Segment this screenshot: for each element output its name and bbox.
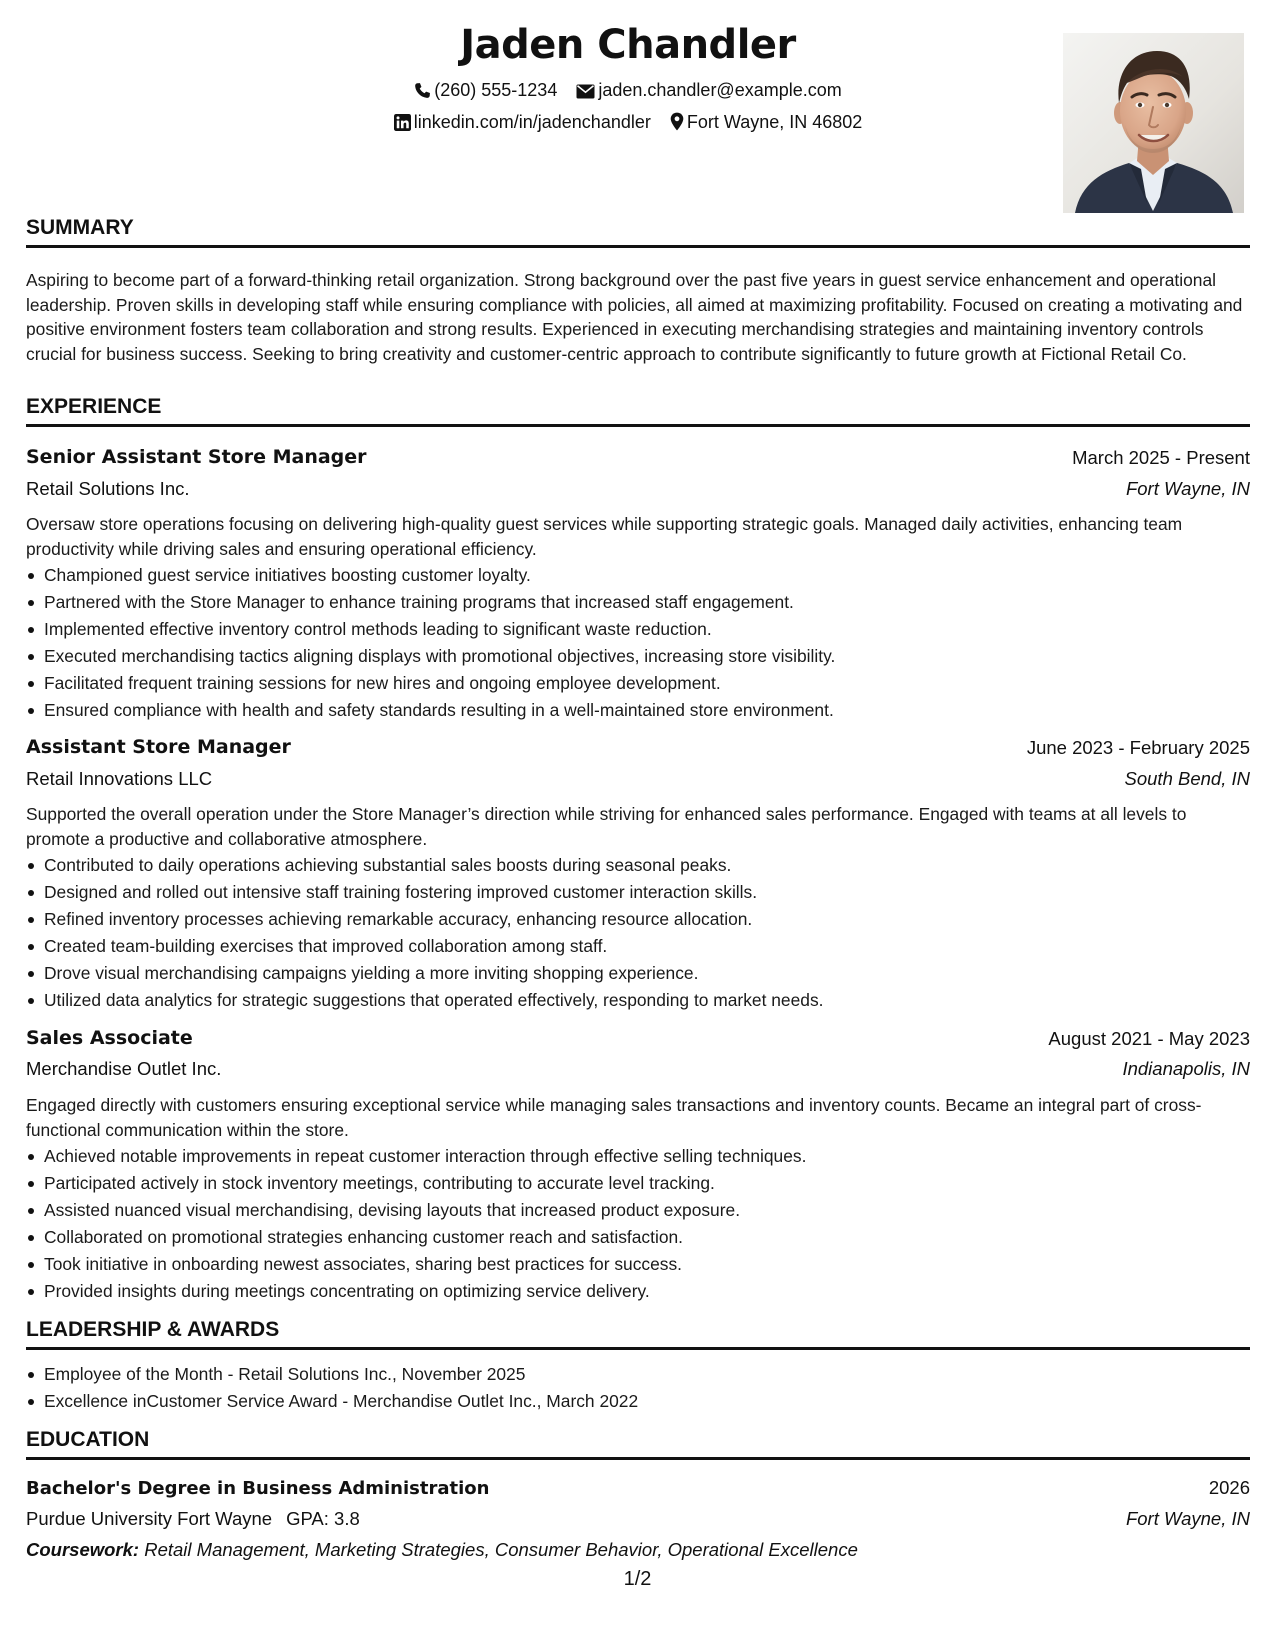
job-location: Indianapolis, IN <box>1122 1058 1250 1079</box>
award-item: Excellence inCustomer Service Award - Merchandise Outlet Inc., March 2022 <box>26 1388 1252 1415</box>
bullet-item: Created team-building exercises that improved collaboration among staff. <box>26 933 1252 960</box>
job-location: South Bend, IN <box>1124 768 1250 789</box>
bullet-item: Utilized data analytics for strategic suggestions that operated effectively, responding to market needs. <box>26 987 1252 1014</box>
map-pin-icon <box>670 112 684 136</box>
job-company: Retail Innovations LLC <box>26 768 213 789</box>
summary-heading: SUMMARY <box>26 216 1250 248</box>
email-text[interactable]: jaden.chandler@example.com <box>598 80 842 100</box>
job-company: Retail Solutions Inc. <box>26 478 190 499</box>
school-line <box>26 1508 360 1530</box>
bullet-item: Executed merchandising tactics aligning displays with promotional objectives, increasing store visibility. <box>26 643 1252 670</box>
award-item: Employee of the Month - Retail Solutions Inc., November 2025 <box>26 1361 1252 1388</box>
graduation-year: 2026 <box>1208 1477 1250 1498</box>
bullet-item: Ensured compliance with health and safety standards resulting in a well-maintained store environment. <box>26 697 1252 724</box>
job-bullets <box>26 1143 1252 1305</box>
location-text: Fort Wayne, IN 46802 <box>686 112 863 132</box>
location-contact <box>670 112 862 136</box>
summary-text: Aspiring to become part of a forward-thinking retail organization. Strong background over the past five years in guest service enhancement and operational leadership. Proven skills in developing staff while ensuring compliance with policies, all aimed at maximizing profitability. Focused on creating a motivating and positive environment fosters team collaboration and strong results. Experienced in executing merchandising strategies and maintaining inventory controls crucial for business success. Seeking to bring creativity and customer-centric approach to contribute significantly to future growth at Fictional Retail Co. <box>26 270 1243 364</box>
gpa: GPA: 3.8 <box>286 1508 360 1529</box>
phone-contact <box>414 80 557 104</box>
phone-icon <box>414 82 431 104</box>
job-title: Sales Associate <box>26 1027 193 1049</box>
bullet-item: Partnered with the Store Manager to enhance training programs that increased staff engagement. <box>26 589 1252 616</box>
linkedin-text[interactable]: linkedin.com/in/jadenchandler <box>413 112 651 132</box>
job-title: Assistant Store Manager <box>26 736 291 758</box>
bullet-item: Drove visual merchandising campaigns yielding a more inviting shopping experience. <box>26 960 1252 987</box>
job-dates: June 2023 - February 2025 <box>1026 737 1250 758</box>
job-dates: March 2025 - Present <box>1072 447 1250 468</box>
job-bullets <box>26 852 1252 1014</box>
bullet-item: Designed and rolled out intensive staff training fostering improved customer interaction skills. <box>26 879 1252 906</box>
email-contact[interactable] <box>576 80 841 104</box>
education-heading: EDUCATION <box>26 1428 1250 1460</box>
linkedin-contact[interactable] <box>394 112 651 136</box>
bullet-item: Collaborated on promotional strategies enhancing customer reach and satisfaction. <box>26 1224 1252 1251</box>
school-name: Purdue University Fort Wayne <box>26 1508 273 1529</box>
awards-heading: LEADERSHIP & AWARDS <box>26 1318 1250 1350</box>
experience-heading: EXPERIENCE <box>26 395 1250 427</box>
awards-list <box>26 1361 1252 1415</box>
bullet-item: Achieved notable improvements in repeat customer interaction through effective selling techniques. <box>26 1143 1252 1170</box>
job-company: Merchandise Outlet Inc. <box>26 1058 222 1079</box>
profile-photo <box>1063 33 1244 213</box>
bullet-item: Contributed to daily operations achieving substantial sales boosts during seasonal peaks. <box>26 852 1252 879</box>
bullet-item: Took initiative in onboarding newest associates, sharing best practices for success. <box>26 1251 1252 1278</box>
phone-text: (260) 555-1234 <box>434 80 558 100</box>
bullet-item: Facilitated frequent training sessions for new hires and ongoing employee development. <box>26 670 1252 697</box>
school-location: Fort Wayne, IN <box>1125 1508 1250 1529</box>
job-bullets <box>26 562 1252 724</box>
job-description: Engaged directly with customers ensuring exceptional service while managing sales transactions and inventory counts. Became an integral part of cross-functional communication within the store. <box>26 1095 1202 1140</box>
coursework-list: Retail Management, Marketing Strategies, Consumer Behavior, Operational Excellence <box>144 1539 858 1560</box>
bullet-item: Assisted nuanced visual merchandising, devising layouts that increased product exposure. <box>26 1197 1252 1224</box>
job-description: Oversaw store operations focusing on delivering high-quality guest services while supporting strategic goals. Managed daily activities, enhancing team productivity while driving sales and ensuring operational efficiency. <box>26 514 1183 559</box>
bullet-item: Provided insights during meetings concentrating on optimizing service delivery. <box>26 1278 1252 1305</box>
bullet-item: Implemented effective inventory control methods leading to significant waste reduction. <box>26 616 1252 643</box>
degree-title: Bachelor's Degree in Business Administration <box>26 1478 490 1499</box>
bullet-item: Refined inventory processes achieving remarkable accuracy, enhancing resource allocation. <box>26 906 1252 933</box>
job-dates: August 2021 - May 2023 <box>1048 1028 1250 1049</box>
coursework-label: Coursework: <box>26 1539 140 1560</box>
bullet-item: Championed guest service initiatives boosting customer loyalty. <box>26 562 1252 589</box>
bullet-item: Participated actively in stock inventory meetings, contributing to accurate level tracking. <box>26 1170 1252 1197</box>
page-number: 1/2 <box>623 1568 652 1590</box>
linkedin-icon <box>394 114 411 136</box>
candidate-name: Jaden Chandler <box>460 22 796 68</box>
envelope-icon <box>576 83 595 104</box>
coursework <box>26 1539 858 1561</box>
resume-header <box>0 0 1275 220</box>
job-location: Fort Wayne, IN <box>1125 478 1250 499</box>
job-title: Senior Assistant Store Manager <box>26 446 367 468</box>
job-description: Supported the overall operation under the Store Manager’s direction while striving for enhanced sales performance. Engaged with teams at all levels to promote a productive and collaborative atmosphere. <box>26 804 1187 849</box>
